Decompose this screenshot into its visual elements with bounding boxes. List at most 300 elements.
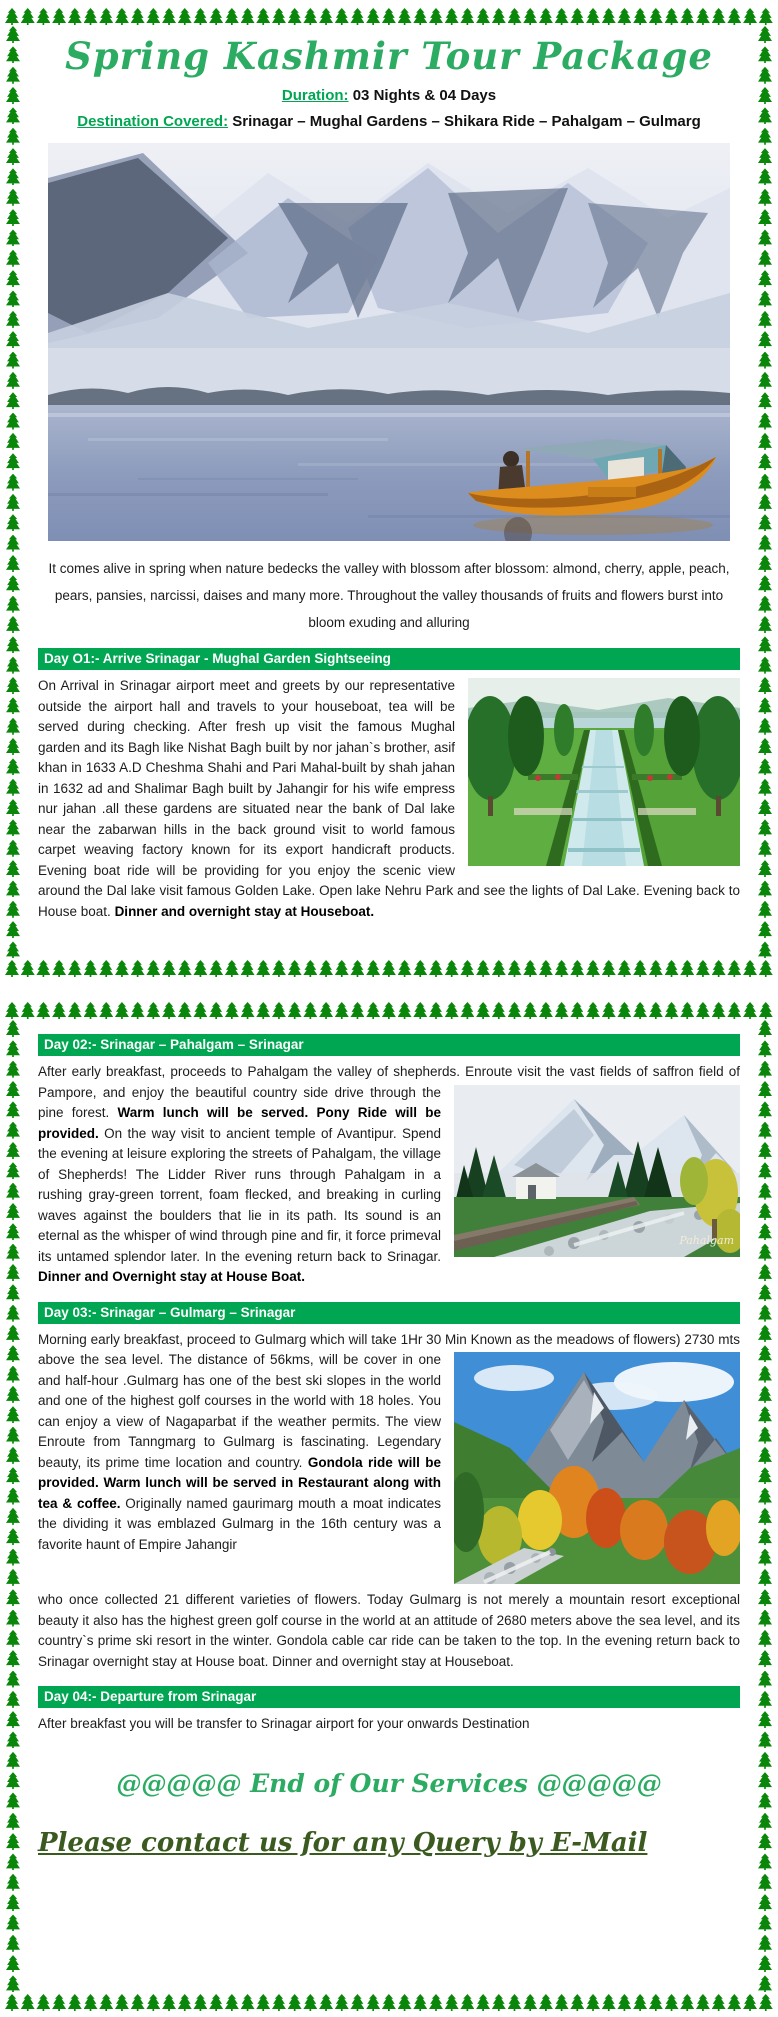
tree-icon xyxy=(758,657,772,674)
tree-icon xyxy=(6,250,20,267)
tree-icon xyxy=(6,1203,20,1220)
tree-icon xyxy=(665,8,679,25)
tree-icon xyxy=(6,1345,20,1362)
tree-icon xyxy=(758,311,772,328)
tree-icon xyxy=(6,1752,20,1769)
tree-icon xyxy=(460,1994,474,2011)
tree-icon xyxy=(146,8,160,25)
tree-icon xyxy=(350,1002,364,1019)
tree-icon xyxy=(523,960,537,977)
end-of-services-line: @@@@@ End of Our Services @@@@@ xyxy=(116,1768,662,1798)
tree-icon xyxy=(6,555,20,572)
tree-icon xyxy=(758,901,772,918)
tree-icon xyxy=(6,128,20,145)
day3-header-bar: Day 03:- Srinagar – Gulmarg – Srinagar xyxy=(38,1302,740,1324)
tree-icon xyxy=(758,1183,772,1200)
tree-icon xyxy=(758,1752,772,1769)
tree-icon xyxy=(758,1610,772,1627)
tree-icon xyxy=(6,372,20,389)
tree-icon xyxy=(413,1002,427,1019)
tree-icon xyxy=(759,1002,773,1019)
tree-icon xyxy=(6,1528,20,1545)
tree-icon xyxy=(350,1994,364,2011)
tree-icon xyxy=(758,1772,772,1789)
tree-icon xyxy=(570,1002,584,1019)
tree-icon xyxy=(209,1994,223,2011)
day2-lead: After early breakfast, proceeds to Pahalgam the valley of shepherds. Enroute visit the vast fields of saffron field of Pampore, xyxy=(38,1064,740,1100)
tree-icon xyxy=(743,960,757,977)
tree-icon xyxy=(6,697,20,714)
tree-icon xyxy=(476,8,490,25)
tree-icon xyxy=(758,1284,772,1301)
tree-icon xyxy=(758,352,772,369)
day3-lead: Morning early breakfast, proceed to Gulmarg which will take 1Hr 30 Min Known as the meadows of flowers) 2730 mts above xyxy=(38,1331,740,1367)
tree-icon xyxy=(52,1002,66,1019)
day4-body: After breakfast you will be transfer to Srinagar airport for your onwards Destination xyxy=(38,1716,530,1731)
tree-border-bottom xyxy=(5,960,773,977)
tree-icon xyxy=(6,901,20,918)
tree-icon xyxy=(6,1955,20,1972)
tree-icon xyxy=(602,8,616,25)
tree-icon xyxy=(758,738,772,755)
tree-icon xyxy=(162,1994,176,2011)
tree-icon xyxy=(193,960,207,977)
tree-icon xyxy=(288,1002,302,1019)
tree-icon xyxy=(68,1002,82,1019)
tree-icon xyxy=(6,636,20,653)
tree-icon xyxy=(429,1002,443,1019)
tree-icon xyxy=(6,311,20,328)
tree-icon xyxy=(256,960,270,977)
tree-icon xyxy=(445,960,459,977)
tree-icon xyxy=(570,960,584,977)
tree-icon xyxy=(99,8,113,25)
tree-icon xyxy=(319,960,333,977)
tree-icon xyxy=(758,250,772,267)
tree-icon xyxy=(146,960,160,977)
tree-icon xyxy=(696,1002,710,1019)
tree-icon xyxy=(84,8,98,25)
tree-icon xyxy=(6,1589,20,1606)
tree-icon xyxy=(209,1002,223,1019)
tree-icon xyxy=(5,8,19,25)
tree-icon xyxy=(665,960,679,977)
tree-icon xyxy=(758,1630,772,1647)
tree-icon xyxy=(680,8,694,25)
tree-icon xyxy=(6,1183,20,1200)
tree-icon xyxy=(633,1994,647,2011)
tree-icon xyxy=(6,1833,20,1850)
tree-icon xyxy=(193,8,207,25)
tree-icon xyxy=(476,1994,490,2011)
tree-icon xyxy=(758,1833,772,1850)
tree-icon xyxy=(508,1002,522,1019)
tree-icon xyxy=(382,1002,396,1019)
tree-icon xyxy=(758,514,772,531)
tree-icon xyxy=(508,960,522,977)
tree-icon xyxy=(288,960,302,977)
tree-icon xyxy=(492,960,506,977)
mughal-garden-photo xyxy=(468,678,740,866)
tree-icon xyxy=(398,960,412,977)
tree-icon xyxy=(743,8,757,25)
tree-icon xyxy=(758,1813,772,1830)
duration-value: 03 Nights & 04 Days xyxy=(348,87,497,104)
tree-icon xyxy=(6,657,20,674)
tree-icon xyxy=(759,8,773,25)
tree-icon xyxy=(193,1994,207,2011)
tree-icon xyxy=(758,1061,772,1078)
tree-icon xyxy=(712,1994,726,2011)
tree-icon xyxy=(382,8,396,25)
tree-icon xyxy=(6,1081,20,1098)
tree-icon xyxy=(758,1691,772,1708)
tree-icon xyxy=(6,392,20,409)
tree-icon xyxy=(758,474,772,491)
day3-body-continued: who once collected 21 different varieties of flowers. Today Gulmarg is not merely a mountain resort exceptional beauty it also has the highest green golf course in the world at an attitude of 2680 meters above the sea level, and its country`s prime ski resort in the winter. Gondola cable car ride can be taken to the top. In the evening return back to Srinagar overnight stay at House boat. Dinner and overnight stay at Houseboat. xyxy=(38,1592,740,1669)
tree-icon xyxy=(539,1994,553,2011)
tree-icon xyxy=(303,8,317,25)
tree-icon xyxy=(758,413,772,430)
tree-icon xyxy=(445,8,459,25)
tree-icon xyxy=(758,1427,772,1444)
tree-icon xyxy=(712,8,726,25)
tree-icon xyxy=(523,1994,537,2011)
tree-icon xyxy=(758,1162,772,1179)
tree-icon xyxy=(6,1711,20,1728)
tree-icon xyxy=(758,1528,772,1545)
tree-icon xyxy=(162,960,176,977)
tree-icon xyxy=(6,1874,20,1891)
day1-text: On Arrival in Srinagar airport meet and greets by our representative outside the airport hall and travels to your houseboat, tea will be served during checking. After fresh up visit the famous Mughal garden and its Bagh like Nishat Bagh built by nor jahan`s brother, asif khan in 1633 A.D Cheshma Shahi and Pari Mahal-built by shah jahan in 1632 ad and Shalimar Bagh built by Jahangir for his wife empress nur jahan .all these gardens are situated near the bank of Dal lake near the zabarwan hills in the back ground visit to world famous carpet weaving factory known for its export handicraft products. Evening boat ride will be providing for you enjoy the scenic view around the Dal lake visit famous Golden Lake. Open lake Nehru Park and see the lights of Dal Lake. Evening back to House boat. xyxy=(38,678,740,919)
tree-icon xyxy=(633,8,647,25)
tree-icon xyxy=(508,1994,522,2011)
tree-icon xyxy=(6,1610,20,1627)
tree-icon xyxy=(649,1994,663,2011)
tree-icon xyxy=(758,1955,772,1972)
tree-icon xyxy=(6,718,20,735)
tree-icon xyxy=(758,1488,772,1505)
tree-icon xyxy=(6,779,20,796)
tree-icon xyxy=(225,960,239,977)
day1-bold: Dinner and overnight stay at Houseboat. xyxy=(114,903,375,919)
tree-icon xyxy=(6,1325,20,1342)
tree-icon xyxy=(84,960,98,977)
page-title: Spring Kashmir Tour Package xyxy=(65,34,713,78)
tree-icon xyxy=(6,1772,20,1789)
tree-icon xyxy=(6,413,20,430)
page-2 xyxy=(0,994,778,2016)
tree-icon xyxy=(758,1122,772,1139)
tree-icon xyxy=(758,1203,772,1220)
tree-icon xyxy=(758,880,772,897)
tree-icon xyxy=(617,1002,631,1019)
tree-icon xyxy=(6,87,20,104)
tree-icon xyxy=(146,1002,160,1019)
tree-icon xyxy=(6,168,20,185)
tree-icon xyxy=(6,229,20,246)
tree-icon xyxy=(319,1994,333,2011)
tree-icon xyxy=(6,1040,20,1057)
tree-icon xyxy=(366,1002,380,1019)
tree-icon xyxy=(6,1122,20,1139)
tree-icon xyxy=(350,8,364,25)
tree-icon xyxy=(523,1002,537,1019)
tree-icon xyxy=(6,46,20,63)
tree-icon xyxy=(382,960,396,977)
tree-icon xyxy=(758,46,772,63)
tree-icon xyxy=(696,8,710,25)
tree-icon xyxy=(602,1002,616,1019)
tree-icon xyxy=(68,1994,82,2011)
tree-icon xyxy=(209,8,223,25)
tree-icon xyxy=(131,8,145,25)
tree-icon xyxy=(665,1994,679,2011)
tree-icon xyxy=(256,8,270,25)
tree-icon xyxy=(758,1467,772,1484)
pahalgam-caption: Pahalgam xyxy=(679,1234,734,1247)
tree-icon xyxy=(21,960,35,977)
tree-icon xyxy=(727,1994,741,2011)
tree-icon xyxy=(6,1549,20,1566)
tree-icon xyxy=(256,1994,270,2011)
tree-icon xyxy=(727,8,741,25)
tree-icon xyxy=(758,1975,772,1992)
tree-icon xyxy=(492,8,506,25)
tree-icon xyxy=(6,1691,20,1708)
tree-icon xyxy=(6,1061,20,1078)
tree-icon xyxy=(758,372,772,389)
tree-icon xyxy=(6,1630,20,1647)
tree-icon xyxy=(36,1002,50,1019)
tree-icon xyxy=(6,535,20,552)
tree-icon xyxy=(758,392,772,409)
tree-icon xyxy=(6,1406,20,1423)
day4-header-bar: Day 04:- Departure from Srinagar xyxy=(38,1686,740,1708)
tree-icon xyxy=(586,1994,600,2011)
tree-icon xyxy=(758,1731,772,1748)
tree-icon xyxy=(6,921,20,938)
tree-icon xyxy=(758,1345,772,1362)
tree-icon xyxy=(758,331,772,348)
tree-icon xyxy=(758,616,772,633)
tree-icon xyxy=(570,1994,584,2011)
tree-icon xyxy=(68,960,82,977)
tree-icon xyxy=(115,1994,129,2011)
tree-icon xyxy=(617,1994,631,2011)
tree-icon xyxy=(6,1101,20,1118)
tree-icon xyxy=(602,1994,616,2011)
tree-icon xyxy=(6,453,20,470)
gulmarg-photo xyxy=(454,1352,740,1584)
tree-icon xyxy=(633,960,647,977)
tree-icon xyxy=(21,8,35,25)
tree-icon xyxy=(429,1994,443,2011)
tree-icon xyxy=(193,1002,207,1019)
day1-header-bar: Day O1:- Arrive Srinagar - Mughal Garden Sightseeing xyxy=(38,648,740,670)
duration-line xyxy=(38,87,740,104)
tree-icon xyxy=(758,575,772,592)
tree-icon xyxy=(665,1002,679,1019)
tree-icon xyxy=(6,494,20,511)
tree-icon xyxy=(758,1081,772,1098)
tree-icon xyxy=(6,1975,20,1992)
tree-icon xyxy=(272,8,286,25)
tree-icon xyxy=(6,514,20,531)
tree-icon xyxy=(6,1935,20,1952)
tree-icon xyxy=(6,758,20,775)
tree-border-top xyxy=(5,8,773,25)
tree-icon xyxy=(131,1002,145,1019)
tree-icon xyxy=(6,189,20,206)
tree-icon xyxy=(445,1002,459,1019)
tree-border-left xyxy=(6,26,20,959)
destination-line xyxy=(38,113,740,130)
tree-icon xyxy=(21,1002,35,1019)
tree-border-right-2 xyxy=(758,1020,772,1993)
tree-icon xyxy=(6,209,20,226)
tree-icon xyxy=(6,880,20,897)
tree-icon xyxy=(6,738,20,755)
tree-icon xyxy=(758,1142,772,1159)
tree-icon xyxy=(6,352,20,369)
tree-icon xyxy=(460,960,474,977)
tree-icon xyxy=(586,8,600,25)
hero-dal-lake-photo xyxy=(48,143,730,541)
tree-icon xyxy=(6,1731,20,1748)
tree-icon xyxy=(758,1305,772,1322)
tree-icon xyxy=(6,290,20,307)
tree-icon xyxy=(6,1447,20,1464)
tree-icon xyxy=(241,8,255,25)
tree-icon xyxy=(6,1223,20,1240)
tree-icon xyxy=(445,1994,459,2011)
tree-icon xyxy=(696,1994,710,2011)
tree-icon xyxy=(758,779,772,796)
tree-icon xyxy=(6,1569,20,1586)
tree-icon xyxy=(758,596,772,613)
tree-icon xyxy=(146,1994,160,2011)
tree-icon xyxy=(272,960,286,977)
duration-label: Duration: xyxy=(281,87,349,104)
tree-icon xyxy=(178,1994,192,2011)
day3-text-a: the sea level. The distance of 56kms, will be cover in one and half-hour .Gulmarg has one of the best ski slopes in the world and one of the highest golf courses in the world with 18 holes. You can enjoy a view of Nagaparbat if the weather permits. The view Enroute from Tanngmarg to Gulmarg is fascinating. Legendary beauty, its prime time location and country. xyxy=(38,1352,441,1470)
tree-icon xyxy=(758,921,772,938)
tree-icon xyxy=(21,1994,35,2011)
tree-icon xyxy=(6,860,20,877)
tree-icon xyxy=(303,960,317,977)
tree-icon xyxy=(5,1994,19,2011)
tree-icon xyxy=(335,1994,349,2011)
tree-icon xyxy=(225,1002,239,1019)
tree-icon xyxy=(256,1002,270,1019)
tree-icon xyxy=(178,8,192,25)
tree-icon xyxy=(115,8,129,25)
tree-icon xyxy=(758,229,772,246)
tree-icon xyxy=(508,8,522,25)
tree-icon xyxy=(758,1325,772,1342)
tree-icon xyxy=(758,1101,772,1118)
tree-icon xyxy=(758,1244,772,1261)
tree-icon xyxy=(602,960,616,977)
tree-icon xyxy=(758,941,772,958)
tree-icon xyxy=(586,960,600,977)
day2-body xyxy=(38,1062,740,1288)
tree-icon xyxy=(366,8,380,25)
tree-icon xyxy=(680,1994,694,2011)
tree-icon xyxy=(413,8,427,25)
tree-icon xyxy=(758,1386,772,1403)
tree-icon xyxy=(758,1853,772,1870)
tree-icon xyxy=(413,1994,427,2011)
tree-icon xyxy=(743,1002,757,1019)
tree-icon xyxy=(758,799,772,816)
tree-icon xyxy=(758,718,772,735)
tree-icon xyxy=(162,1002,176,1019)
tree-icon xyxy=(758,1549,772,1566)
tree-icon xyxy=(6,148,20,165)
tree-icon xyxy=(52,8,66,25)
tree-icon xyxy=(712,1002,726,1019)
tree-icon xyxy=(649,960,663,977)
tree-icon xyxy=(115,1002,129,1019)
tree-icon xyxy=(758,697,772,714)
tree-icon xyxy=(649,8,663,25)
tree-icon xyxy=(758,26,772,43)
tree-icon xyxy=(366,1994,380,2011)
tree-icon xyxy=(5,960,19,977)
tree-icon xyxy=(758,148,772,165)
tree-icon xyxy=(758,535,772,552)
tree-icon xyxy=(758,67,772,84)
tree-icon xyxy=(758,1711,772,1728)
tree-icon xyxy=(758,433,772,450)
tree-icon xyxy=(460,1002,474,1019)
tree-icon xyxy=(758,209,772,226)
tree-icon xyxy=(6,1853,20,1870)
tree-icon xyxy=(6,1244,20,1261)
tree-icon xyxy=(52,960,66,977)
tree-icon xyxy=(335,1002,349,1019)
tree-icon xyxy=(429,960,443,977)
tree-icon xyxy=(758,1935,772,1952)
tree-icon xyxy=(6,1671,20,1688)
tree-icon xyxy=(335,8,349,25)
tree-icon xyxy=(758,1671,772,1688)
tree-icon xyxy=(758,1914,772,1931)
day2-bold-lunch: Warm lunch will be served. Pony Ride will be provided. xyxy=(38,1105,441,1141)
tree-icon xyxy=(303,1002,317,1019)
tree-icon xyxy=(36,1994,50,2011)
contact-query-line: Please contact us for any Query by E-Mail xyxy=(38,1827,648,1858)
tree-icon xyxy=(6,799,20,816)
tree-icon xyxy=(758,1508,772,1525)
tree-icon xyxy=(225,8,239,25)
page-1 xyxy=(0,0,778,982)
tree-icon xyxy=(131,960,145,977)
tree-icon xyxy=(6,1162,20,1179)
day3-bold-gondola: Gondola ride will be provided. Warm lunch will be served in Restaurant along with tea & coffee. xyxy=(38,1454,441,1511)
tree-icon xyxy=(241,1002,255,1019)
tree-icon xyxy=(539,960,553,977)
day3-body xyxy=(38,1330,740,1556)
day3-text-b: Originally named gaurimarg mouth a moat indicates the dividing it was emblazed Gulmarg in the 16th century was a favorite haunt of Empire Jahangir xyxy=(38,1495,441,1552)
tree-icon xyxy=(570,8,584,25)
tree-border-left-2 xyxy=(6,1020,20,1993)
tree-icon xyxy=(476,960,490,977)
tree-icon xyxy=(758,555,772,572)
tree-border-top-2 xyxy=(5,1002,773,1019)
